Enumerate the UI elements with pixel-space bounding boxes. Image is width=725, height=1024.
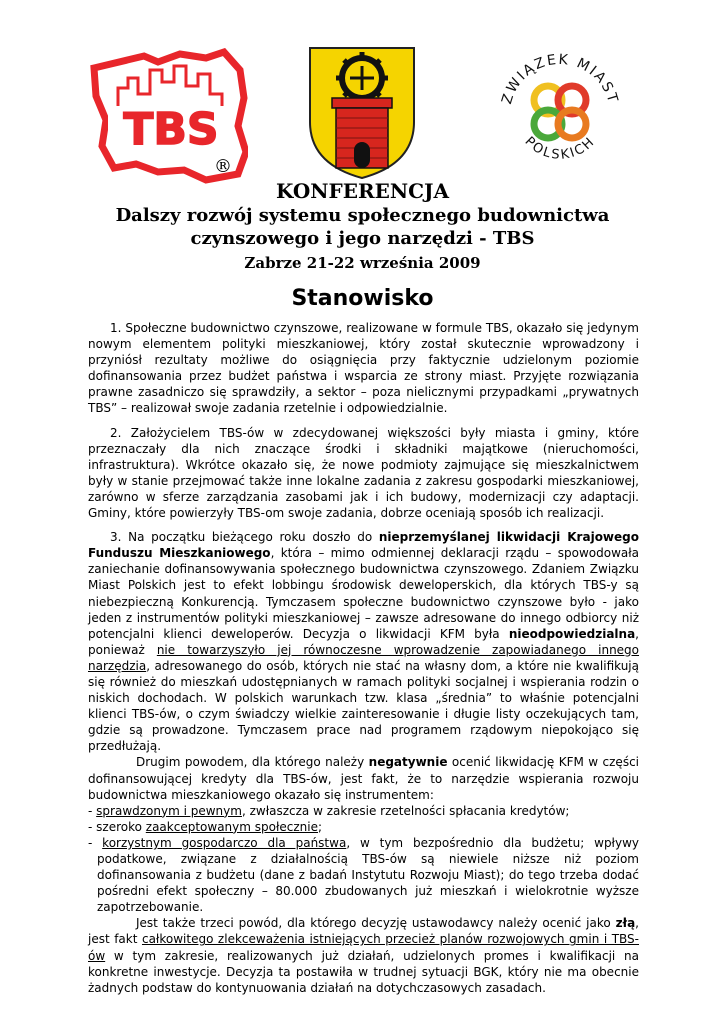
logo-row [0, 40, 725, 180]
zms-logo [492, 44, 628, 180]
conference-subtitle-1: Dalszy rozwój systemu społecznego budownictwa [115, 205, 610, 226]
document-heading: Stanowisko [291, 286, 434, 311]
conference-title: KONFERENCJA [275, 179, 450, 203]
list-text: , zwłaszcza w zakresie rzetelności spłacania kredytów; [241, 803, 570, 818]
list-dash: - [88, 803, 97, 818]
section-1: 1. Społeczne budownictwo czynszowe, realizowane w formule TBS, okazało się jedynym nowym elementem polityki mieszkaniowej, który został skutecznie wprowadzony i przyniósł rezultaty możliwe do osiągnięcia przy faktycznie udzielonym poziomie dofinansowania przez budżet państwa i wsparcia ze strony miast. Przyjęte rozwiązania prawne zasadniczo się sprawdziły, a sektor – poza nielicznymi przypadkami „prywatnych TBS” – realizował swoje zadania rzetelnie i odpowiedzialnie. [88, 321, 639, 416]
tower-icon [332, 98, 392, 168]
paragraph-second-reason [88, 754, 639, 802]
p5-text: , jest fakt [88, 916, 639, 947]
document-body [88, 320, 639, 996]
list-text: - szeroko [88, 819, 146, 834]
section-2: 2. Założycielem TBS-ów w zdecydowanej większości były miasta i gminy, które przeznaczały dla nich znaczące środki i składniki majątkowe (nieruchomości, infrastruktura). Wkrótce okazało się, że nowe podmioty zajmujące się mieszkalnictwem były w stanie przejmować także inne lokalne zadania z zakresu gospodarki mieszkaniowej, zarówno w sferze zarządzania zasobami jak i ich budowy, modernizacji czy adaptacji. Gminy, które powierzyły TBS-om swoje zadania, dobrze oceniają sposób ich realizacji. [88, 425, 639, 521]
s3-bold-1: nieprzemyślanej likwidacji Krajowego Funduszu Mieszkaniowego [88, 530, 639, 561]
s3-text: , która – mimo odmiennej deklaracji rządu – spowodowała zaniechanie dofinansowywania społecznego budownictwa czynszowego. Zdaniem Związku Miast Polskich jest to efekt lobbingu środowisk deweloperskich, dla których TBS-y są niebezpieczną Konkurencją. Tymczasem społeczne budownictwo czynszowe było - jako jeden z instrumentów polityki mieszkaniowej – zawsze adresowane do innego odbiorcy niż potencjalni klienci deweloperów. Decyzja o likwidacji KFM była [88, 546, 640, 641]
tbs-logo-text: TBS [123, 104, 219, 155]
list-item [88, 835, 639, 915]
p4-bold: negatywnie [368, 755, 448, 770]
conference-date: Zabrze 21-22 września 2009 [244, 254, 481, 272]
list-text: ; [317, 819, 323, 834]
svg-text:POLSKICH [522, 134, 599, 163]
conference-subtitle-2: czynszowego i jego narzędzi - TBS [190, 228, 535, 249]
section-3 [88, 529, 639, 754]
p4-text: ocenić likwidację KFM w części dofinansowującej kredyty dla TBS-ów, jest fakt, że to narzędzie wspierania rozwoju budownictwa mieszkaniowego okazało się instrumentem: [88, 755, 640, 802]
paragraph-third-reason [88, 915, 639, 995]
s3-underline: nie towarzyszyło jej równoczesne wprowadzenie zapowiadanego innego narzędzia [88, 642, 640, 673]
list-dash: - [88, 835, 103, 850]
list-text: , w tym bezpośrednio dla budżetu; wpływy podatkowe, związane z działalnością TBS-ów są niewiele niższe niż poziom dofinansowania z budżetu (dane z badań Instytutu Rozwoju Miast); do tego trzeba dodać pośredni efekt społeczny – 80.000 zbudowanych już mieszkań i wielokrotnie wyższe zapotrzebowanie. [97, 835, 639, 915]
list-item [88, 803, 639, 819]
list-underline: zaakceptowanym społecznie [145, 819, 318, 834]
s3-text: , ponieważ [88, 626, 639, 657]
zms-bottom-text: POLSKICH [521, 134, 599, 163]
p5-text: w tym zakresie, realizowanych już działań, udzielonych promes i kwalifikacji na konkretne inwestycje. Decyzja ta postawiła w trudnej sytuacji BGK, który nie ma obecnie żadnych podstaw do kontynuowania działań na dotychczasowych zasadach. [88, 948, 639, 995]
s3-bold-2: nieodpowiedzialna [508, 626, 636, 641]
p5-underline: całkowitego zlekceważenia istniejących przecież planów rozwojowych gmin i TBS-ów [88, 932, 640, 963]
list-underline: korzystnym gospodarczo dla państwa [102, 835, 347, 850]
p5-bold: złą [615, 916, 636, 931]
rings-icon [534, 86, 586, 138]
instrument-list [88, 803, 639, 916]
zms-top-text: ZWIĄZEK MIAST [499, 51, 621, 107]
s3-text: 3. Na początku bieżącego roku doszło do [110, 530, 379, 545]
conference-header [60, 178, 665, 274]
s3-text: , adresowanego do osób, których nie stać na własny dom, a które nie kwalifikują się również do mieszkań udostępnianych w ramach polityki socjalnej i wspierania rodzin o niskich dochodach. W polskich warunkach tzw. klasa „średnia” to właśnie potencjalni klienci TBS-ów, o czym świadczy wielkie zainteresowanie i długie listy oczekujących tam, gdzie są prowadzone. Tymczasem prace nad programem rządowym niepokojąco się przedłużają. [88, 658, 639, 754]
registered-mark: ® [214, 156, 232, 177]
p5-text: Jest także trzeci powód, dla którego decyzję ustawodawcy należy ocenić jako [136, 916, 616, 931]
city-crest [302, 44, 422, 182]
list-item [88, 819, 639, 835]
list-underline: sprawdzonym i pewnym [96, 803, 242, 818]
p4-text: Drugim powodem, dla którego należy [136, 755, 369, 770]
